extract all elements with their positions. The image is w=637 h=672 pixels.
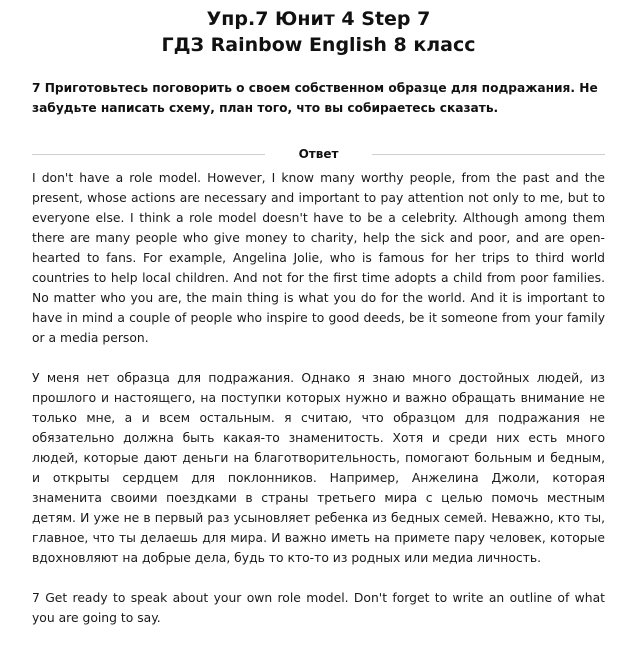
answer-divider: [32, 145, 605, 163]
divider-rule-right: [372, 154, 605, 155]
divider-rule-left: [32, 154, 265, 155]
task-text: 7 Приготовьтесь поговорить о своем собственном образце для подражания. Не забудьте написать схему, план того, что вы собираетесь сказать.: [32, 81, 598, 115]
answer-paragraph-russian: У меня нет образца для подражания. Однако я знаю много достойных людей, из прошлого и настоящего, на поступки которых нужно и важно обращать внимание не только мне, а и всем остальным. я считаю, что образцом для подражания не обязательно должна быть какая-то знаменитость. Хотя и среди них есть много людей, которые дают деньги на благотворительность, помогают больным и бедным, и открыты сердцем для поклонников. Например, Анжелина Джоли, которая знаменита своими поездками в страны третьего мира с целью помочь местным детям. И уже не в первый раз усыновляет ребенка из бедных семей. Неважно, кто ты, главное, что ты делаешь для мира. И важно иметь на примете пару человек, которые вдохновляют на добрые дела, будь то кто-то из родных или медиа личность.: [32, 371, 605, 565]
title-line-1: Упр.7 Юнит 4 Step 7: [206, 8, 431, 30]
answer-label: Ответ: [298, 147, 339, 161]
title-line-2: ГДЗ Rainbow English 8 класс: [161, 34, 476, 56]
page-title: [32, 6, 605, 58]
task-text-english: 7 Get ready to speak about your own role model. Don't forget to write an outline of what you are going to say.: [32, 591, 605, 625]
answer-paragraph-english: I don't have a role model. However, I know many worthy people, from the past and the present, whose actions are necessary and important to pay attention not only to me, but to everyone else. I think a role model doesn't have to be a celebrity. Although among them there are many people who give money to charity, help the sick and poor, and are open-hearted to fans. For example, Angelina Jolie, who is famous for her trips to third world countries to help local children. And not for the first time adopts a child from poor families. No matter who you are, the main thing is what you do for the world. And it is important to have in mind a couple of people who inspire to good deeds, be it someone from your family or a media person.: [32, 171, 605, 345]
